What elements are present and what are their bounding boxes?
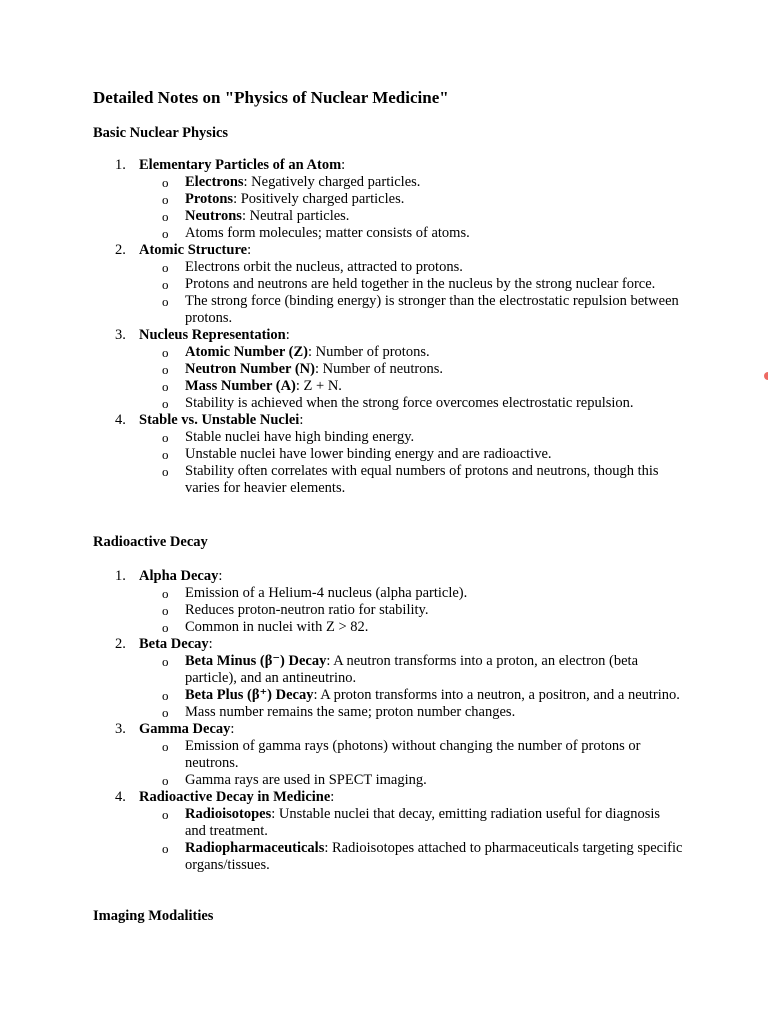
sub-item-text: : Number of neutrons. bbox=[314, 361, 444, 377]
sub-item-term: Atomic Number (Z) bbox=[185, 344, 308, 360]
item-suffix: : bbox=[247, 242, 252, 258]
sub-item bbox=[139, 602, 683, 619]
item-number: 2. bbox=[115, 636, 126, 652]
sub-list bbox=[139, 738, 683, 789]
sub-item-text: : Radioisotopes attached to pharmaceuticals targeting specific organs/tissues. bbox=[185, 840, 683, 873]
bullet-icon: o bbox=[162, 209, 169, 224]
bullet-icon: o bbox=[162, 362, 169, 377]
bullet-icon: o bbox=[162, 773, 169, 788]
sub-item-term: Beta Minus (β⁻) Decay bbox=[185, 653, 327, 669]
item-title: Alpha Decay bbox=[139, 568, 219, 584]
sub-item bbox=[139, 619, 683, 636]
sub-list bbox=[139, 259, 683, 327]
sub-item-term: Protons bbox=[185, 191, 234, 207]
bullet-icon: o bbox=[162, 620, 169, 635]
list-item bbox=[93, 327, 683, 412]
bullet-icon: o bbox=[162, 739, 169, 754]
item-title: Elementary Particles of an Atom bbox=[139, 157, 342, 173]
list-item bbox=[93, 636, 683, 721]
sub-item-text: : A proton transforms into a neutron, a positron, and a neutrino. bbox=[313, 687, 680, 703]
list-item bbox=[93, 721, 683, 789]
sub-item-term: Beta Plus (β⁺) Decay bbox=[185, 687, 314, 703]
list-item bbox=[93, 789, 683, 874]
bullet-icon: o bbox=[162, 841, 169, 856]
bullet-icon: o bbox=[162, 396, 169, 411]
sub-item bbox=[139, 293, 683, 327]
bullet-icon: o bbox=[162, 603, 169, 618]
sub-item bbox=[139, 463, 683, 497]
sub-item bbox=[139, 429, 683, 446]
sub-item bbox=[139, 687, 683, 704]
item-number: 2. bbox=[115, 242, 126, 258]
bullet-icon: o bbox=[162, 294, 169, 309]
sub-list bbox=[139, 585, 683, 636]
radioactive-decay-list bbox=[93, 568, 683, 874]
sub-item bbox=[139, 361, 683, 378]
bullet-icon: o bbox=[162, 430, 169, 445]
sub-list bbox=[139, 344, 683, 412]
sub-item bbox=[139, 738, 683, 772]
sub-item-term: Neutron Number (N) bbox=[185, 361, 315, 377]
sub-item bbox=[139, 653, 683, 687]
sub-item-text: Stable nuclei have high binding energy. bbox=[185, 429, 415, 445]
sub-item-text: : A neutron transforms into a proton, an electron (beta particle), and an antineutrino. bbox=[185, 653, 639, 686]
sub-item-text: Gamma rays are used in SPECT imaging. bbox=[185, 772, 427, 788]
sub-item-text: : Negatively charged particles. bbox=[243, 174, 421, 190]
section-heading-imaging-modalities: Imaging Modalities bbox=[93, 908, 214, 924]
sub-item-text: Atoms form molecules; matter consists of atoms. bbox=[185, 225, 470, 241]
bullet-icon: o bbox=[162, 192, 169, 207]
bullet-icon: o bbox=[162, 586, 169, 601]
item-number: 4. bbox=[115, 412, 126, 428]
sub-item-term: Neutrons bbox=[185, 208, 242, 224]
sub-item bbox=[139, 378, 683, 395]
item-suffix: : bbox=[230, 721, 235, 737]
item-suffix: : bbox=[341, 157, 346, 173]
sub-item-term: Radioisotopes bbox=[185, 806, 272, 822]
sub-item bbox=[139, 704, 683, 721]
item-title: Beta Decay bbox=[139, 636, 209, 652]
item-suffix: : bbox=[218, 568, 223, 584]
sub-item-text: Unstable nuclei have lower binding energy and are radioactive. bbox=[185, 446, 552, 462]
sub-item-text: : Positively charged particles. bbox=[233, 191, 405, 207]
sub-item-text: : Neutral particles. bbox=[241, 208, 350, 224]
sub-item bbox=[139, 276, 683, 293]
item-number: 4. bbox=[115, 789, 126, 805]
list-item bbox=[93, 157, 683, 242]
sub-item-text: : Unstable nuclei that decay, emitting radiation useful for diagnosis and treatment. bbox=[185, 806, 661, 839]
section-heading-basic-nuclear-physics: Basic Nuclear Physics bbox=[93, 125, 229, 141]
sub-item bbox=[139, 344, 683, 361]
item-title: Gamma Decay bbox=[139, 721, 231, 737]
sub-item bbox=[139, 208, 683, 225]
bullet-icon: o bbox=[162, 260, 169, 275]
sub-item-text: : Number of protons. bbox=[307, 344, 430, 360]
sub-item-text: Reduces proton-neutron ratio for stability. bbox=[185, 602, 429, 618]
sub-item-text: Emission of gamma rays (photons) without changing the number of protons or neutrons. bbox=[185, 738, 641, 771]
item-suffix: : bbox=[208, 636, 213, 652]
bullet-icon: o bbox=[162, 447, 169, 462]
item-title: Radioactive Decay in Medicine bbox=[139, 789, 331, 805]
sub-item-text: Emission of a Helium-4 nucleus (alpha particle). bbox=[185, 585, 468, 601]
bullet-icon: o bbox=[162, 688, 169, 703]
item-title: Atomic Structure bbox=[139, 242, 248, 258]
list-item bbox=[93, 412, 683, 497]
sub-item-text: Electrons orbit the nucleus, attracted to protons. bbox=[185, 259, 463, 275]
sub-list bbox=[139, 174, 683, 242]
sub-item-term: Mass Number (A) bbox=[185, 378, 296, 394]
sub-list bbox=[139, 806, 683, 874]
sub-item-text: The strong force (binding energy) is stronger than the electrostatic repulsion between protons. bbox=[185, 293, 679, 326]
list-item bbox=[93, 568, 683, 636]
bullet-icon: o bbox=[162, 654, 169, 669]
section-heading-radioactive-decay: Radioactive Decay bbox=[93, 534, 208, 550]
bullet-icon: o bbox=[162, 379, 169, 394]
bullet-icon: o bbox=[162, 807, 169, 822]
bullet-icon: o bbox=[162, 277, 169, 292]
sub-item bbox=[139, 225, 683, 242]
sub-item-text: : Z + N. bbox=[295, 378, 342, 394]
list-item bbox=[93, 242, 683, 327]
item-number: 1. bbox=[115, 568, 126, 584]
sub-item bbox=[139, 585, 683, 602]
item-number: 3. bbox=[115, 721, 126, 737]
sub-item-term: Electrons bbox=[185, 174, 244, 190]
margin-marker bbox=[764, 372, 768, 380]
sub-item bbox=[139, 772, 683, 789]
sub-item bbox=[139, 191, 683, 208]
sub-item-text: Stability often correlates with equal numbers of protons and neutrons, though this varies for heavier elements. bbox=[185, 463, 659, 496]
sub-item bbox=[139, 840, 683, 874]
item-title: Stable vs. Unstable Nuclei bbox=[139, 412, 300, 428]
sub-item bbox=[139, 806, 683, 840]
item-number: 3. bbox=[115, 327, 126, 343]
document-title: Detailed Notes on "Physics of Nuclear Medicine" bbox=[93, 88, 449, 107]
item-title: Nucleus Representation bbox=[139, 327, 286, 343]
sub-item-text: Mass number remains the same; proton number changes. bbox=[185, 704, 516, 720]
item-suffix: : bbox=[299, 412, 304, 428]
sub-list bbox=[139, 429, 683, 497]
bullet-icon: o bbox=[162, 705, 169, 720]
item-number: 1. bbox=[115, 157, 126, 173]
item-suffix: : bbox=[285, 327, 290, 343]
bullet-icon: o bbox=[162, 175, 169, 190]
sub-list bbox=[139, 653, 683, 721]
item-suffix: : bbox=[330, 789, 335, 805]
sub-item bbox=[139, 446, 683, 463]
bullet-icon: o bbox=[162, 464, 169, 479]
sub-item bbox=[139, 395, 683, 412]
sub-item-text: Protons and neutrons are held together in the nucleus by the strong nuclear force. bbox=[185, 276, 656, 292]
sub-item-text: Stability is achieved when the strong force overcomes electrostatic repulsion. bbox=[185, 395, 634, 411]
bullet-icon: o bbox=[162, 226, 169, 241]
basic-nuclear-physics-list bbox=[93, 157, 683, 497]
sub-item-term: Radiopharmaceuticals bbox=[185, 840, 325, 856]
sub-item bbox=[139, 174, 683, 191]
bullet-icon: o bbox=[162, 345, 169, 360]
sub-item-text: Common in nuclei with Z > 82. bbox=[185, 619, 369, 635]
sub-item bbox=[139, 259, 683, 276]
